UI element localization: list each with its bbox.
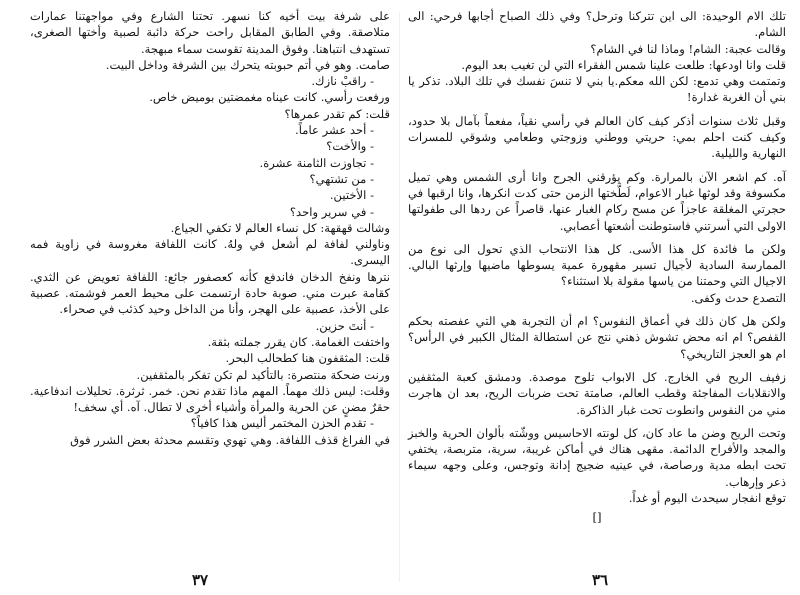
paragraph: - من تشتهي؟ <box>309 171 374 186</box>
paragraph: وقبل ثلاث سنوات أذكر كيف كان العالم في رأسي نقياً، مفعماً بآمال بلا حدود، وكيف كنت احلم بمي: حريتي ووطني وزوجتي وطعامي وشوقي للمسرات النهارية والليلية. <box>408 113 786 161</box>
paragraph: - تجاوزت الثامنة عشرة. <box>259 155 374 170</box>
left-page-number: ٣٧ <box>191 571 209 589</box>
paragraph: قلت: المثقفون هنا كطحالب البحر. <box>225 351 390 366</box>
paragraph: ولكن ما فائدة كل هذا الأسى. كل هذا الانتحاب الذي تحول الى نوع من الممارسة السادية لأجيال تسير مقهورة عمية يسوطها ماضيها وإرثها البالي. الاجيال التي وحمتنا من ياسها مقولة بلا استثناء؟ <box>408 241 786 289</box>
end-mark: [] <box>592 510 602 525</box>
paragraph: - الأختين. <box>329 188 374 203</box>
right-page <box>400 0 800 595</box>
paragraph: قلت: كم تقدر عمرها؟ <box>284 106 390 121</box>
paragraph: - أنتَ حزين. <box>315 318 374 333</box>
paragraph: في الفراغ قذف اللفافة. وهي تهوي وتقسم محدثة بعض الشرر فوق <box>70 432 390 447</box>
paragraph: ورفعت رأسي. كانت عيناه مغمضتين بوميض خاص. <box>149 90 390 105</box>
paragraph: زفيف الريح في الخارج. كل الابواب تلوح موصدة. ودمشق كعبة المثقفين والانقلابات المفاجئة وقطب العالم، صامتة تحت ضربات الريح، بعد ان هاجرت مني من النفوس وانطوت تحت غبار الذاكرة. <box>408 369 786 417</box>
paragraph: نترها ونفخ الدخان فاندفع كأنه كعصفور جائع: اللفافة تعويض عن الثدي. كقامة عبرت مني. صوبة حادة ارتسمت على محيط العمر فوشمته. عصبية على الأخذ، عصبية على الهجر، وأنا من الداخل وحيد كذئب في صحراء. <box>30 269 390 317</box>
paragraph: ورنت ضحكة منتصرة: بالتأكيد لم تكن تفكر بالمثقفين. <box>136 367 390 382</box>
paragraph: توقع انفجار سيحدث اليوم أو غداً. <box>628 491 786 506</box>
right-page-text <box>408 8 786 526</box>
paragraph: صامت. وهو في أتم حبوبته يتحرك بين الشرفة وداخل البيت. <box>105 57 390 72</box>
paragraph: واختفت الغمامة. كان يقرر جملته بثقة. <box>207 334 390 349</box>
paragraph: - تقدم الحزن المختمر أليس هذا كافياً؟ <box>190 416 374 431</box>
paragraph: التصدع حدث وكفى. <box>690 290 786 305</box>
paragraph: ولكن هل كان ذلك في أعماق النفوس؟ ام أن التجربة هي التي عفصته بحكم القفص؟ ام انه محض تشوش ذهني نتج عن استطالة المثال الكبير في الرأس؟ ام هو العجز التاريخي؟ <box>408 314 786 361</box>
paragraph: تلك الام الوحيدة: الى اين تتركنا وترحل؟ وفي ذلك الصباح أجابها فرحي: الى الشام. <box>408 9 786 40</box>
paragraph: وشالت قهقهة: كل نساء العالم لا تكفي الجياع. <box>170 220 390 235</box>
right-page-number: ٣٦ <box>591 571 609 589</box>
paragraph: وناولني لفافة لم أشعل في ولهُ. كانت اللفافة مغروسة في زاوية فمه اليسرى. <box>30 237 390 268</box>
paragraph: - في سرير واحد؟ <box>289 204 374 219</box>
paragraph: على شرفة بيت أخيه كنا نسهر. تحتنا الشارع وفي مواجهتنا عمارات متلاصقة. وفي الطابق المقابل راحت حركة دائبة لصبية وأختها الصغرى، تستهدف انتباهنا. وفوق المدينة تقوست سماء مبهجة. <box>30 9 390 56</box>
paragraph: وتحت الريح وضن ما عاد كان، كل لونته الاحاسيس ووشّته بألوان الحرية والخبز والمجد والأفراح الدائمة. مقهى هناك في أماكن غريبة، سرية، متربصة، يختفي تحت ابطه مدية ورصاصة، في عينيه ضجيج إدانة وتوجس، وعلى وجهه سيماء ذعر وإرهاب. <box>408 425 786 489</box>
left-page-text <box>30 8 390 448</box>
paragraph: وتمتمت وهي تدمع: لكن الله معكم.يا بني لا تنسَ نفسك في تلك البلاد. تذكر يا بني أن الغربة غدارة! <box>408 74 786 105</box>
paragraph: - راقبْ نازك. <box>311 74 374 89</box>
paragraph: - أحد عشر عاماً. <box>295 123 374 138</box>
paragraph: وقلت: ليس ذلك مهماً. المهم ماذا تقدم نحن. خمر. ثرثرة. تحليلات اندفاعية. حقرٌ مضنٍ عن الحرية والمرأة وأشياء أخرى لا تطال. آه. أي سخف! <box>30 383 390 415</box>
paragraph: - والأخت؟ <box>326 139 374 154</box>
paragraph: آه. كم اشعر الآن بالمرارة. وكم يؤرقني الجرح وانا أرى الشمس وهي تميل مكسوفة وقد لوثها غبار الاعوام، لَطَّختها الزمن حتى كدت انكرها، وانا ارقبها في حجرتي المغلقة عاجزاً عن مسح ركام الغبار عنها، قاصراً عن ردها الى طفولتها الاولى التي أسرتني فاستوطنت أشعتها أعصابي. <box>408 169 786 233</box>
paragraph: قلت وانا اودعها: طلعت علينا شمس الفقراء التي لن تغيب بعد اليوم. <box>461 57 786 72</box>
paragraph: وقالت عجبة: الشام! وماذا لنا في الشام؟ <box>590 41 786 56</box>
